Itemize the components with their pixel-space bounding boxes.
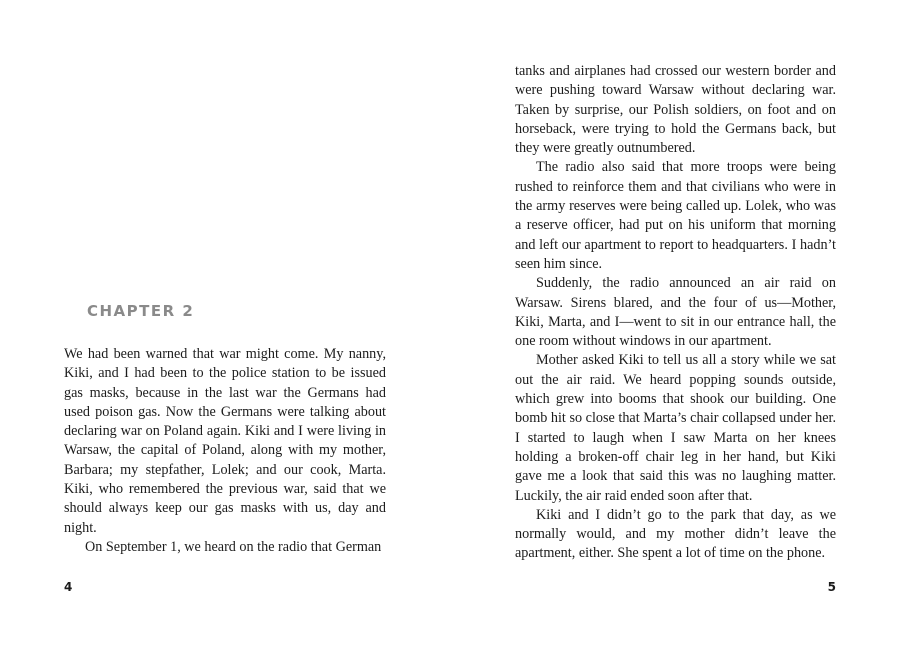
- paragraph: tanks and airplanes had crossed our western border and were pushing toward Warsaw without declaring war. Taken by surprise, our Polish soldiers, on foot and on horseback, were trying to hold the Germans back, but they were greatly outnumbered.: [515, 63, 836, 157]
- paragraph: Kiki and I didn’t go to the park that day, as we normally would, and my mother didn’t leave the apartment, either. She spent a lot of time on the phone.: [515, 506, 836, 562]
- paragraph: We had been warned that war might come. My nanny, Kiki, and I had been to the police station to be issued gas masks, because in the last war the Germans had used poison gas. Now the Germans were talking about declaring war on Poland again. Kiki and I were living in Warsaw, the capital of Poland, along with my mother, Barbara; my stepfather, Lolek; and our cook, Marta. Kiki, who remembered the previous war, said that we should always keep our gas masks with us, day and night.: [64, 346, 386, 536]
- page-number-left: 4: [64, 580, 73, 594]
- paragraph: The radio also said that more troops were being rushed to reinforce them and that civilians who were in the army reserves were being called up. Lolek, who was a reserve officer, had put on his uniform that morning and left our apartment to report to headquarters. I hadn’t seen him since.: [515, 159, 836, 272]
- paragraph: Mother asked Kiki to tell us all a story while we sat out the air raid. We heard popping sounds outside, which grew into booms that shook our building. One bomb hit so close that Marta’s chair collapsed under her. I started to laugh when I saw Marta on her knees holding a broken-off chair leg in her hand, but Kiki gave me a look that said this was no laughing matter. Luckily, the air raid ended soon after that.: [515, 352, 836, 504]
- right-page-text: [515, 62, 836, 564]
- left-page-text: [64, 345, 386, 557]
- paragraph: Suddenly, the radio announced an air raid on Warsaw. Sirens blared, and the four of us—Mother, Kiki, Marta, and I—went to sit in our entrance hall, the one room without windows in our apartment.: [515, 275, 836, 350]
- paragraph: On September 1, we heard on the radio that German: [85, 538, 382, 555]
- chapter-heading: CHAPTER 2: [87, 302, 195, 320]
- right-page: [450, 0, 900, 654]
- page-number-right: 5: [827, 580, 836, 594]
